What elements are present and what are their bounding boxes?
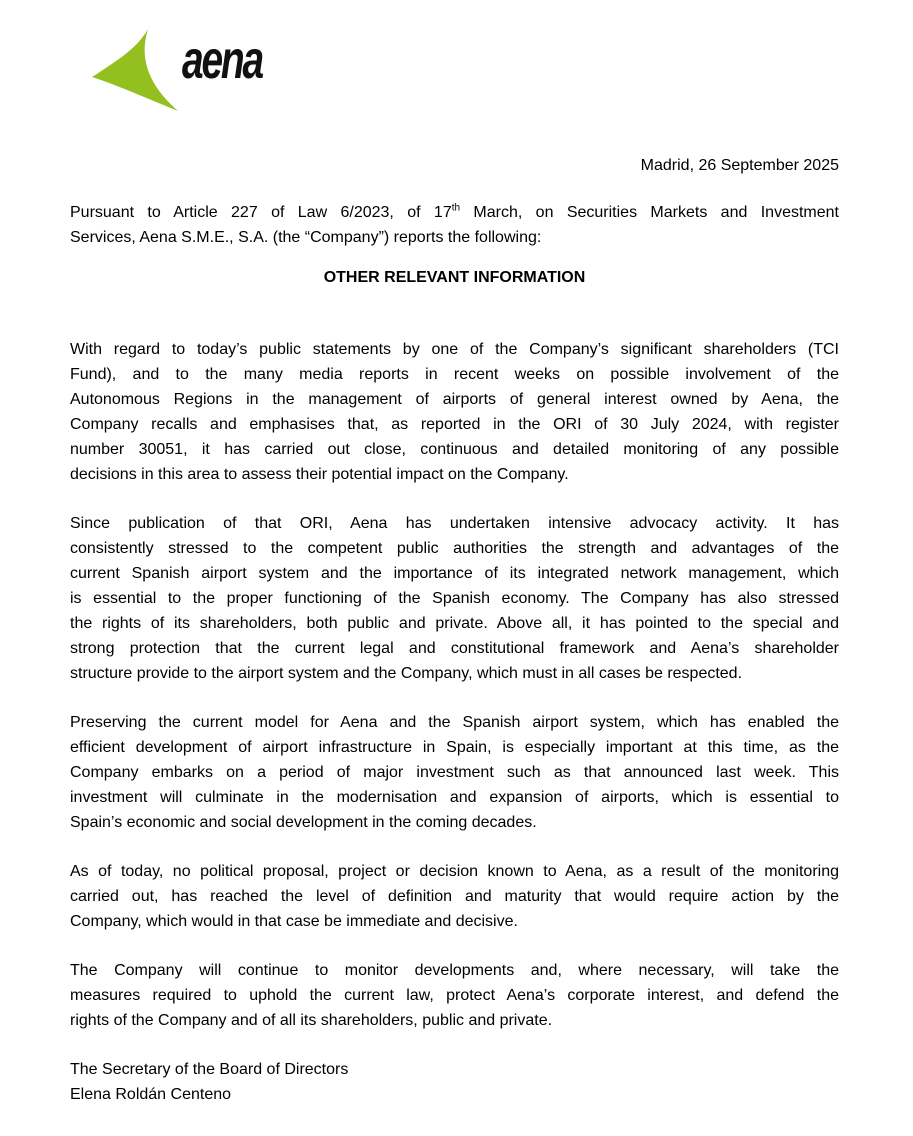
text-line: Fund), and to the many media reports in recent weeks on possible involvement of the <box>70 366 839 383</box>
paragraph-1 <box>70 337 839 487</box>
text-line: current Spanish airport system and the importance of its integrated network management, which <box>70 565 839 582</box>
text-line: strong protection that the current legal and constitutional framework and Aena’s shareholder <box>70 640 839 657</box>
paragraph-3 <box>70 710 839 835</box>
intro-line-1 <box>70 200 839 225</box>
text-line: With regard to today’s public statements by one of the Company’s significant shareholders (TCI <box>70 341 839 358</box>
aena-wordmark: aena <box>182 30 262 90</box>
text-line: consistently stressed to the competent public authorities the strength and advantages of the <box>70 540 839 557</box>
dateline: Madrid, 26 September 2025 <box>640 157 839 174</box>
intro-line-1-text: Pursuant to Article 227 of Law 6/2023, of 17 <box>70 204 452 221</box>
text-line: investment will culminate in the modernisation and expansion of airports, which is essential to <box>70 789 839 806</box>
text-line: As of today, no political proposal, project or decision known to Aena, as a result of the monitoring <box>70 863 839 880</box>
text-line: carried out, has reached the level of definition and maturity that would require action by the <box>70 888 839 905</box>
paragraph-5 <box>70 958 839 1033</box>
text-line: the rights of its shareholders, both public and private. Above all, it has pointed to the special and <box>70 615 839 632</box>
text-line: Since publication of that ORI, Aena has undertaken intensive advocacy activity. It has <box>70 515 839 532</box>
text-line: structure provide to the airport system and the Company, which must in all cases be respected. <box>70 665 743 682</box>
text-line: efficient development of airport infrastructure in Spain, is especially important at this time, as the <box>70 739 839 756</box>
text-line: decisions in this area to assess their potential impact on the Company. <box>70 466 569 483</box>
intro-line-1-rest: March, on Securities Markets and Investment <box>460 204 839 221</box>
document-body <box>70 0 839 1107</box>
text-line: measures required to uphold the current law, protect Aena’s corporate interest, and defend the <box>70 987 839 1004</box>
document-title: OTHER RELEVANT INFORMATION <box>323 269 586 286</box>
text-line: Company embarks on a period of major investment such as that announced last week. This <box>70 764 839 781</box>
text-line: rights of the Company and of all its shareholders, public and private. <box>70 1012 553 1029</box>
signature-block <box>70 1057 839 1107</box>
text-line: Preserving the current model for Aena and the Spanish airport system, which has enabled the <box>70 714 839 731</box>
text-line: Company, which would in that case be immediate and decisive. <box>70 913 518 930</box>
text-line: is essential to the proper functioning of the Spanish economy. The Company has also stressed <box>70 590 839 607</box>
text-line: The Company will continue to monitor developments and, where necessary, will take the <box>70 962 839 979</box>
paragraph-2 <box>70 511 839 686</box>
signature-name: Elena Roldán Centeno <box>70 1086 232 1103</box>
text-line: Spain’s economic and social development in the coming decades. <box>70 814 537 831</box>
signature-role: The Secretary of the Board of Directors <box>70 1061 349 1078</box>
intro-paragraph <box>70 200 839 250</box>
text-line: number 30051, it has carried out close, continuous and detailed monitoring of any possible <box>70 441 839 458</box>
paragraph-4 <box>70 859 839 934</box>
text-line: Autonomous Regions in the management of airports of general interest owned by Aena, the <box>70 391 839 408</box>
intro-line-2: Services, Aena S.M.E., S.A. (the “Company”) reports the following: <box>70 229 542 246</box>
text-line: Company recalls and emphasises that, as reported in the ORI of 30 July 2024, with register <box>70 416 839 433</box>
ordinal-superscript: th <box>451 202 461 214</box>
